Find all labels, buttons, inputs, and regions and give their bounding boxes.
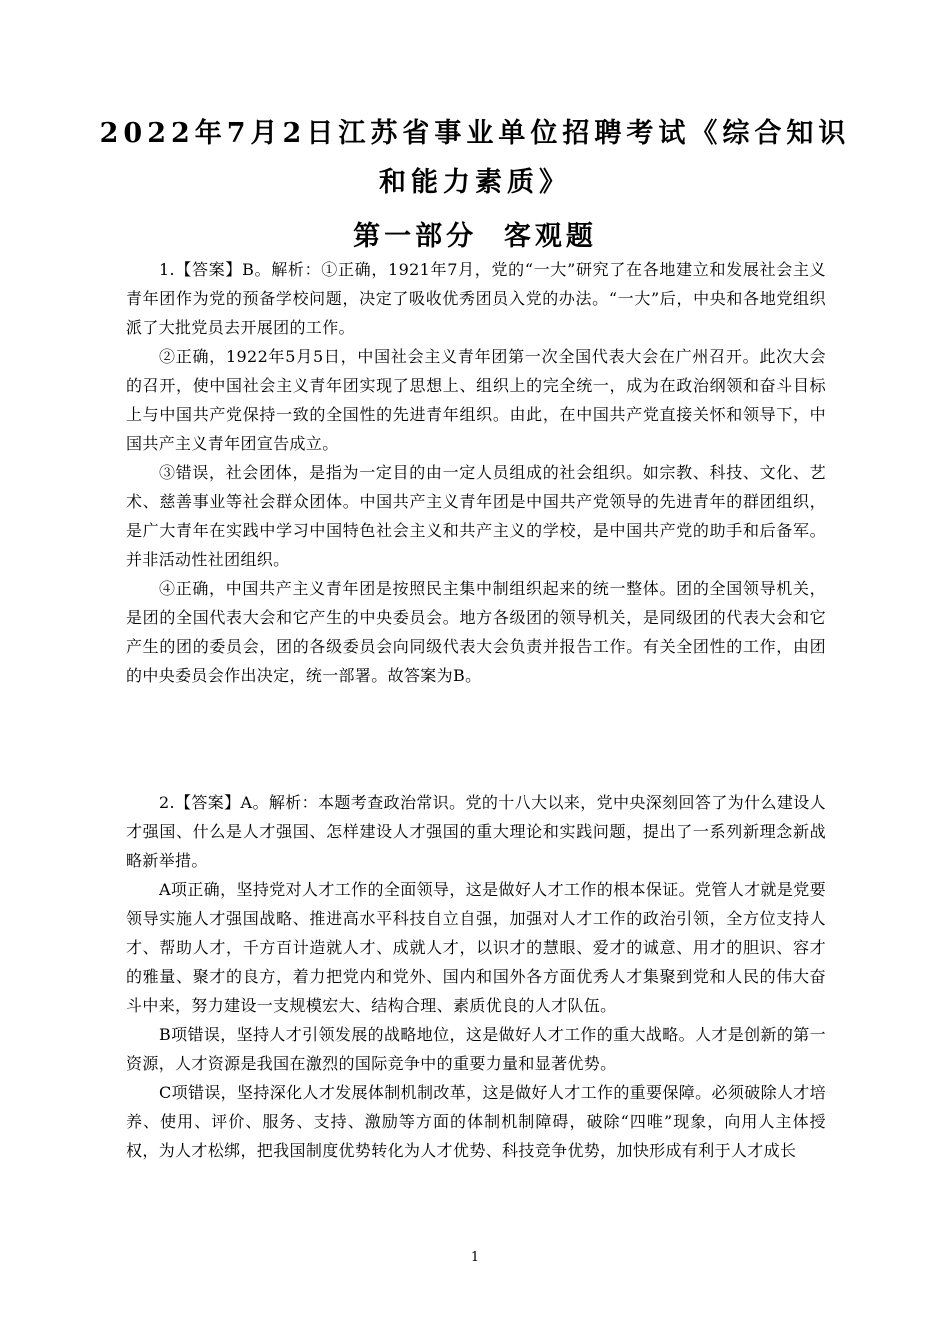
section-title: 第一部分 客观题 bbox=[353, 221, 597, 252]
answer-2 bbox=[126, 788, 826, 1165]
answer-2-paragraph-3: B项错误，坚持人才引领发展的战略地位，这是做好人才工作的重大战略。人才是创新的第一资源，人才资源是我国在激烈的国际竞争中的重要力量和显著优势。 bbox=[126, 1025, 826, 1073]
answer-1-paragraph-2: ②正确，1922年5月5日，中国社会主义青年团第一次全国代表大会在广州召开。此次大会的召开，使中国社会主义青年团实现了思想上、组织上的完全统一，成为在政治纲领和奋斗目标上与中国共产党保持一致的全国性的先进青年组织。由此，在中国共产党直接关怀和领导下，中国共产主义青年团宣告成立。 bbox=[126, 347, 826, 453]
answer-1-paragraph-1: 1.【答案】B。解析：①正确，1921年7月，党的“一大”研究了在各地建立和发展社会主义青年团作为党的预备学校问题，决定了吸收优秀团员入党的办法。“一大”后，中央和各地党组织派了大批党员去开展团的工作。 bbox=[126, 260, 826, 337]
answer-2-paragraph-2: A项正确，坚持党对人才工作的全面领导，这是做好人才工作的根本保证。党管人才就是党要领导实施人才强国战略、推进高水平科技自立自强，加强对人才工作的政治引领，全方位支持人才、帮助人才，千方百计造就人才、成就人才，以识才的慧眼、爱才的诚意、用才的胆识、容才的雅量、聚才的良方，着力把党内和党外、国内和国外各方面优秀人才集聚到党和人民的伟大奋斗中来，努力建设一支规模宏大、结构合理、素质优良的人才队伍。 bbox=[126, 880, 826, 1015]
answer-1-paragraph-3: ③错误，社会团体，是指为一定目的由一定人员组成的社会组织。如宗教、科技、文化、艺术、慈善事业等社会群众团体。中国共产主义青年团是中国共产党领导的先进青年的群团组织，是广大青年在实践中学习中国特色社会主义和共产主义的学校，是中国共产党的助手和后备军。并非活动性社团组织。 bbox=[126, 463, 826, 569]
page-number: 1 bbox=[470, 1250, 480, 1265]
answer-2-paragraph-1: 2.【答案】A。解析：本题考查政治常识。党的十八大以来，党中央深刻回答了为什么建设人才强国、什么是人才强国、怎样建设人才强国的重大理论和实践问题，提出了一系列新理念新战略新举措。 bbox=[126, 793, 826, 870]
answer-2-paragraph-4: C项错误，坚持深化人才发展体制机制改革，这是做好人才工作的重要保障。必须破除人才培养、使用、评价、服务、支持、激励等方面的体制机制障碍，破除“四唯”现象，向用人主体授权，为人才松绑，把我国制度优势转化为人才优势、科技竞争优势，加快形成有利于人才成长 bbox=[126, 1083, 826, 1160]
answer-1 bbox=[126, 255, 826, 690]
document-title-line-1: 2022年7月2日江苏省事业单位招聘考试《综合知识 bbox=[99, 118, 851, 149]
document-title-line-2: 和能力素质》 bbox=[379, 167, 571, 198]
answer-1-paragraph-4: ④正确，中国共产主义青年团是按照民主集中制组织起来的统一整体。团的全国领导机关，是团的全国代表大会和它产生的中央委员会。地方各级团的领导机关，是同级团的代表大会和它产生的团的委员会，团的各级委员会向同级代表大会负责并报告工作。有关全团性的工作，由团的中央委员会作出决定，统一部署。故答案为B。 bbox=[126, 579, 826, 685]
